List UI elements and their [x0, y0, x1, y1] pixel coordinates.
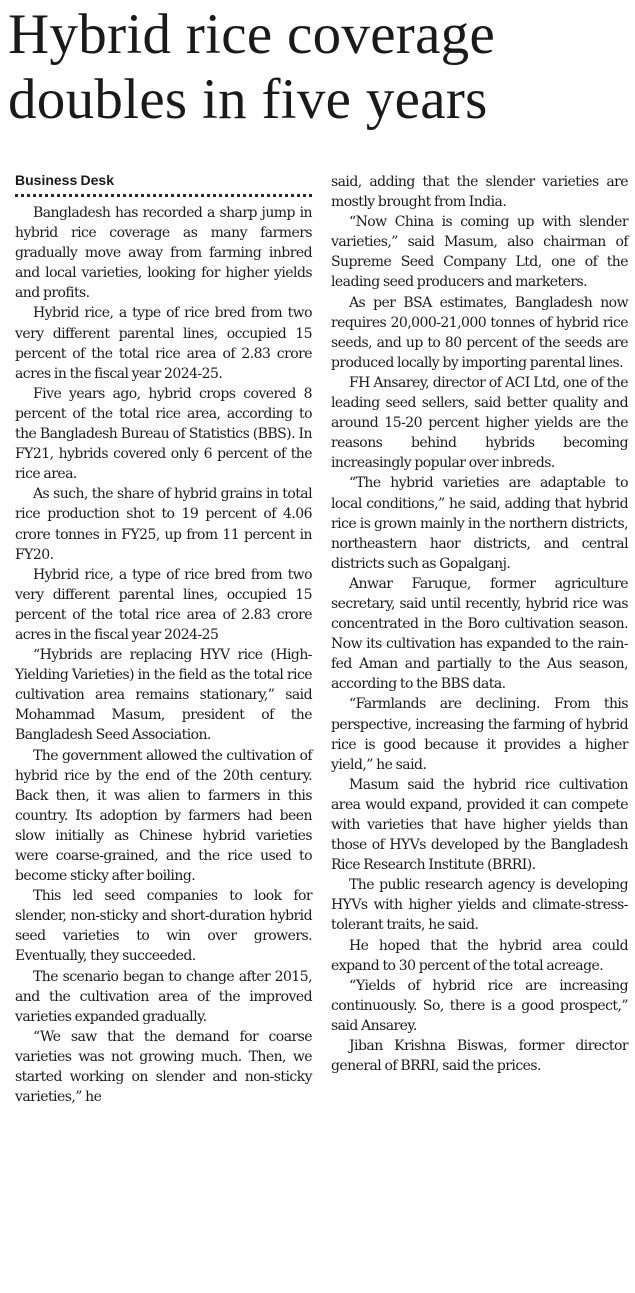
paragraph: Anwar Faruque, former agriculture secretary, said until recently, hybrid rice was concentrated in the Boro cultivation season. Now its cultivation has expanded to the rain-fed Aman and partially to the Aus season, according to the BBS data.	[331, 575, 628, 693]
article-column-left	[15, 165, 312, 1107]
headline	[8, 2, 630, 132]
headline-line-2: doubles in five years	[8, 68, 488, 131]
paragraph: As per BSA estimates, Bangladesh now requires 20,000-21,000 tonnes of hybrid rice seeds, and up to 80 percent of the seeds are produced locally by importing parental lines.	[331, 294, 628, 371]
paragraph-continuation: said, adding that the slender varieties are mostly brought from India.	[331, 174, 628, 211]
paragraph: “The hybrid varieties are adaptable to local conditions,” he said, adding that hybrid rice is grown mainly in the northern districts, northeastern haor districts, and central districts such as Gopalganj.	[331, 475, 628, 572]
paragraph: Bangladesh has recorded a sharp jump in hybrid rice coverage as many farmers gradually move away from farming inbred and local varieties, looking for higher yields and profits.	[15, 205, 312, 302]
paragraph: “Yields of hybrid rice are increasing continuously. So, there is a good prospect,” said Ansarey.	[331, 977, 628, 1034]
paragraph: The government allowed the cultivation of hybrid rice by the end of the 20th century. Back then, it was alien to farmers in this country. Its adoption by farmers had been slow initially as Chinese hybrid varieties were coarse-grained, and the rice used to become sticky after boiling.	[15, 747, 312, 885]
paragraph: “Now China is coming up with slender varieties,” said Masum, also chairman of Supreme Seed Company Ltd, one of the leading seed producers and marketers.	[331, 214, 628, 291]
paragraph: FH Ansarey, director of ACI Ltd, one of the leading seed sellers, said better quality and around 15-20 percent higher yields are the reasons behind hybrids becoming increasingly popular over inbreds.	[331, 374, 628, 472]
paragraph: As such, the share of hybrid grains in total rice production shot to 19 percent of 4.06 crore tonnes in FY25, up from 11 percent in FY20.	[15, 486, 312, 563]
article-column-right	[331, 172, 628, 1076]
paragraph: “We saw that the demand for coarse varieties was not growing much. Then, we started working on slender and non-sticky varieties,” he	[15, 1028, 312, 1106]
paragraph: He hoped that the hybrid area could expand to 30 percent of the total acreage.	[331, 937, 628, 974]
paragraph: “Hybrids are replacing HYV rice (High-Yielding Varieties) in the field as the total rice cultivation area remains stationary,” said Mohammad Masum, president of the Bangladesh Seed Association.	[15, 647, 312, 744]
paragraph: The scenario began to change after 2015, and the cultivation area of the improved varieties expanded gradually.	[15, 968, 312, 1025]
paragraph: Hybrid rice, a type of rice bred from two very different parental lines, occupied 15 percent of the total rice area of 2.83 crore acres in the fiscal year 2024-25.	[15, 305, 312, 382]
paragraph: Five years ago, hybrid crops covered 8 percent of the total rice area, according to the Bangladesh Bureau of Statistics (BBS). In FY21, hybrids covered only 6 percent of the rice area.	[15, 385, 312, 483]
paragraph: “Farmlands are declining. From this perspective, increasing the farming of hybrid rice is good because it provides a higher yield,” he said.	[331, 696, 628, 773]
headline-line-1: Hybrid rice coverage	[8, 3, 496, 66]
byline: Business Desk	[15, 172, 115, 188]
paragraph: Jiban Krishna Biswas, former director general of BRRI, said the prices.	[331, 1038, 628, 1075]
paragraph: Masum said the hybrid rice cultivation area would expand, provided it can compete with varieties that have higher yields than those of HYVs developed by the Bangladesh Rice Research Institute (BRRI).	[331, 776, 628, 874]
paragraph: Hybrid rice, a type of rice bred from two very different parental lines, occupied 15 percent of the total rice area of 2.83 crore acres in the fiscal year 2024-25	[15, 566, 312, 643]
paragraph: The public research agency is developing HYVs with higher yields and climate-stress-tolerant traits, he said.	[331, 877, 628, 934]
paragraph: This led seed companies to look for slender, non-sticky and short-duration hybrid seed varieties to win over growers. Eventually, they succeeded.	[15, 888, 312, 965]
dotted-divider	[15, 194, 312, 197]
